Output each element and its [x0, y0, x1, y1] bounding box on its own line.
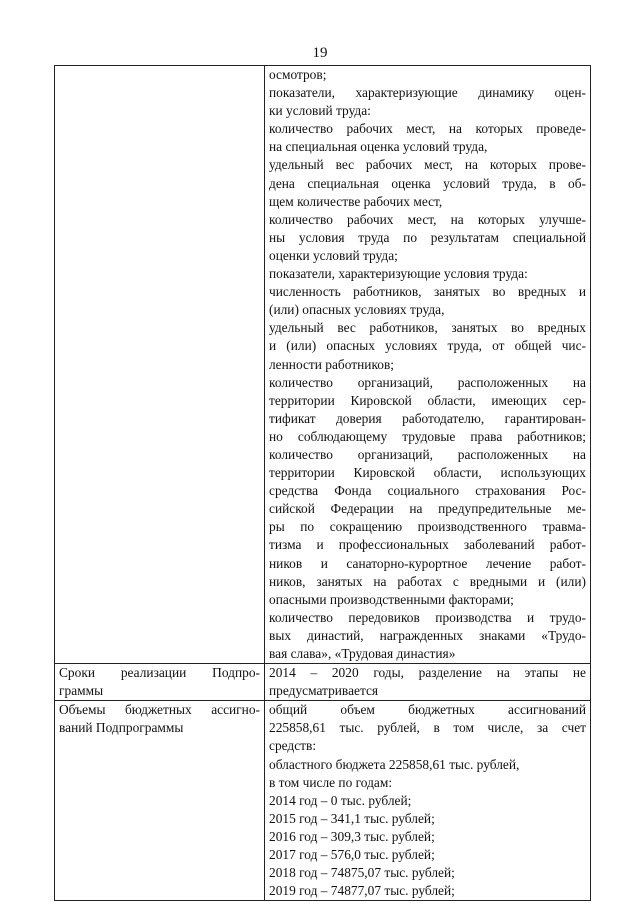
- text-line: средства Фонда социального страхования Рос-: [269, 483, 586, 499]
- text-line: в том числе по годам:: [269, 774, 393, 790]
- text-line: территории Кировской области, использующих: [269, 465, 586, 481]
- text-line: территории Кировской области, имеющих сер-: [269, 392, 586, 408]
- text-line: и (или) опасных условиях труда, от общей чис-: [269, 338, 586, 354]
- text-line: 2017 год – 576,0 тыс. рублей;: [269, 847, 435, 863]
- text-line: 225858,61 тыс. рублей, в том числе, за счет: [269, 720, 586, 736]
- text-line: общий объем бюджетных ассигнований: [269, 702, 586, 718]
- text-line: тизма и профессиональных заболеваний работ-: [269, 537, 586, 553]
- text-line: средств:: [269, 738, 317, 754]
- text-line: показатели, характеризующие динамику оцен-: [269, 85, 586, 101]
- indicators-label-cell: [55, 66, 265, 664]
- text-line: количество рабочих мест, на которых проведе-: [269, 121, 586, 137]
- text-line: показатели, характеризующие условия труда:: [269, 266, 528, 282]
- table-row-budget: [55, 701, 591, 901]
- text-line: ки условий труда:: [269, 103, 371, 119]
- text-line: 2015 год – 341,1 тыс. рублей;: [269, 810, 435, 826]
- budget-value-cell: [265, 701, 591, 901]
- text-line: но соблюдающему трудовые права работников;: [269, 428, 586, 444]
- text-line: 2019 год – 74877,07 тыс. рублей;: [269, 883, 455, 899]
- text-line: дена специальная оценка условий труда, в об-: [269, 175, 586, 191]
- text-line: ры по сокращению производственного травма-: [269, 519, 586, 535]
- text-line: вых династий, награжденных знаками «Трудо-: [269, 627, 586, 643]
- text-line: Объемы бюджетных ассигно-: [59, 702, 260, 718]
- text-line: 2014 – 2020 годы, разделение на этапы не: [269, 665, 586, 681]
- text-line: тификат доверия работодателю, гарантирован-: [269, 410, 586, 426]
- table-row-timeline: [55, 664, 591, 701]
- text-line: предусматривается: [269, 683, 379, 699]
- text-line: количество организаций, расположенных на: [269, 446, 586, 462]
- text-line: опасными производственными факторами;: [269, 591, 514, 607]
- text-line: граммы: [59, 683, 104, 699]
- text-line: численность работников, занятых во вредных и: [269, 284, 586, 300]
- table-row-indicators: [55, 66, 591, 664]
- text-line: 2016 год – 309,3 тыс. рублей;: [269, 828, 435, 844]
- text-line: количество передовиков производства и трудо-: [269, 609, 586, 625]
- text-line: количество рабочих мест, на которых улучше-: [269, 211, 586, 227]
- text-line: Сроки реализации Подпро-: [59, 665, 260, 681]
- text-line: ников, занятых на работах с вредными и (или): [269, 573, 586, 589]
- timeline-label-cell: [55, 664, 265, 701]
- page-number: 19: [312, 45, 328, 61]
- text-line: областного бюджета 225858,61 тыс. рублей,: [269, 756, 520, 772]
- text-line: удельный вес рабочих мест, на которых прове-: [269, 157, 586, 173]
- text-line: вая слава», «Трудовая династия»: [269, 646, 456, 661]
- text-line: сийской Федерации на предупредительные ме-: [269, 501, 586, 517]
- text-line: ваний Подпрограммы: [59, 720, 184, 736]
- text-line: (или) опасных условиях труда,: [269, 302, 445, 318]
- text-line: оценки условий труда;: [269, 247, 398, 263]
- text-line: ны условия труда по результатам специальной: [269, 229, 586, 245]
- text-line: ленности работников;: [269, 356, 395, 372]
- text-line: ников и санаторно-курортное лечение работ-: [269, 555, 586, 571]
- passport-table: [54, 65, 591, 901]
- text-line: количество организаций, расположенных на: [269, 374, 586, 390]
- text-line: на специальная оценка условий труда,: [269, 139, 488, 155]
- indicators-value-cell: [265, 66, 591, 664]
- text-line: 2014 год – 0 тыс. рублей;: [269, 792, 412, 808]
- budget-label-cell: [55, 701, 265, 901]
- text-line: осмотров;: [269, 67, 327, 82]
- text-line: щем количестве рабочих мест,: [269, 193, 443, 209]
- text-line: удельный вес работников, занятых во вредных: [269, 320, 586, 336]
- text-line: 2018 год – 74875,07 тыс. рублей;: [269, 865, 455, 881]
- timeline-value-cell: [265, 664, 591, 701]
